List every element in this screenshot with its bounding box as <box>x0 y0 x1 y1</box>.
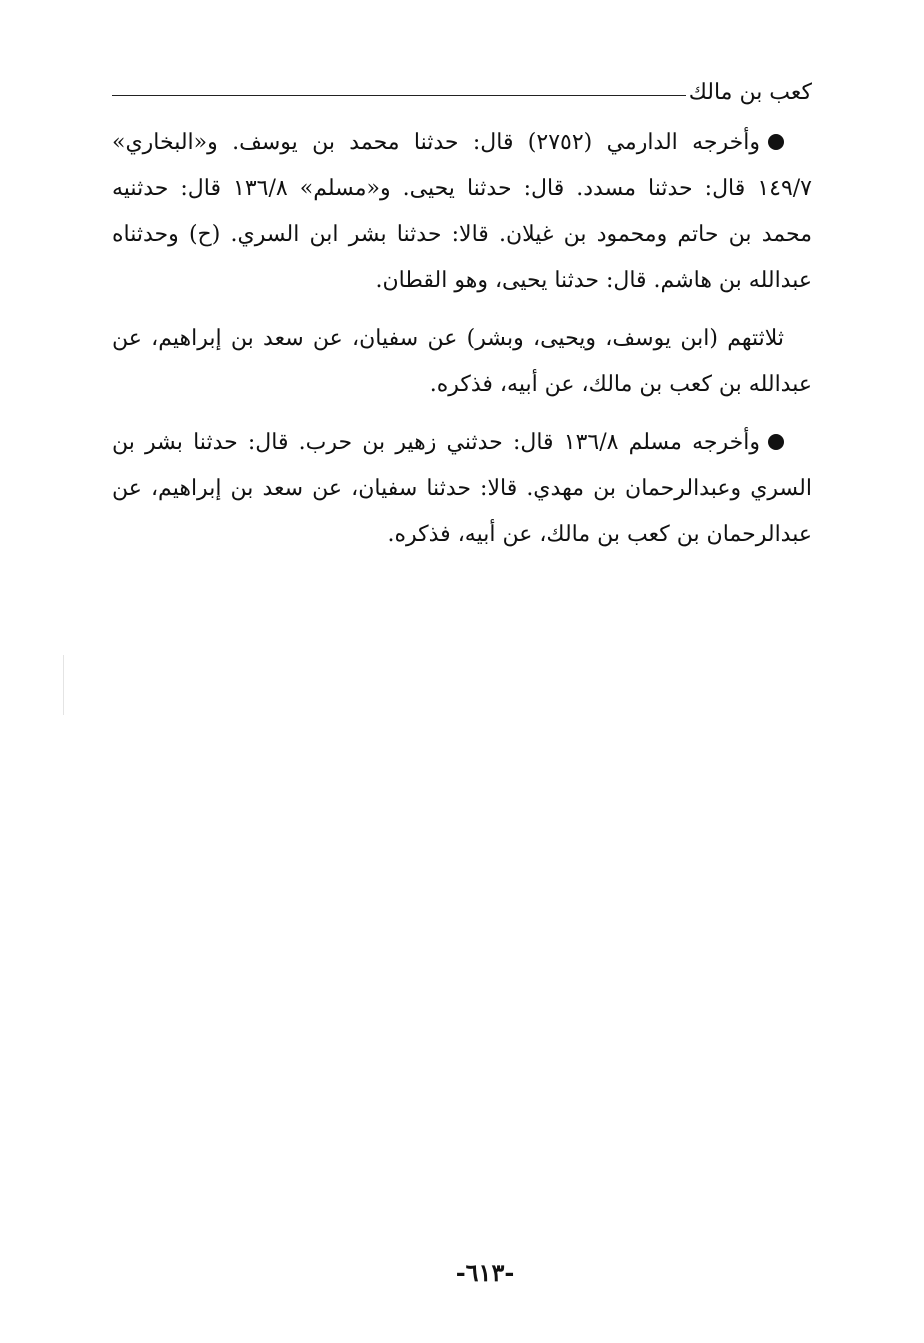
running-header <box>112 76 812 116</box>
paragraph-3 <box>112 420 812 558</box>
page-number: -٦١٣- <box>455 1258 515 1287</box>
filled-circle-bullet-icon <box>768 434 784 450</box>
main-text <box>112 120 812 558</box>
filled-circle-bullet-icon <box>768 134 784 150</box>
margin-scan-mark <box>63 655 64 715</box>
header-rule <box>112 95 686 96</box>
paragraph-1 <box>112 120 812 304</box>
paragraph-2 <box>112 316 812 408</box>
running-header-title: كعب بن مالك <box>688 80 812 105</box>
paragraph-1-text: وأخرجه الدارمي (٢٧٥٢) قال: حدثنا محمد بن يوسف. و«البخاري» ١٤٩/٧ قال: حدثنا مسدد. قال: حدثنا يحيى. و«مسلم» ١٣٦/٨ قال: حدثنيه محمد بن حاتم ومحمود بن غيلان. قالا: حدثنا بشر ابن السري. (ح) وحدثناه عبدالله بن هاشم. قال: حدثنا يحيى، وهو القطان. <box>112 130 812 293</box>
paragraph-3-text: وأخرجه مسلم ١٣٦/٨ قال: حدثني زهير بن حرب. قال: حدثنا بشر بن السري وعبدالرحمان بن مهدي. قالا: حدثنا سفيان، عن سعد بن إبراهيم، عن عبدالرحمان بن كعب بن مالك، عن أبيه، فذكره. <box>112 430 812 547</box>
paragraph-2-text: ثلاثتهم (ابن يوسف، ويحيى، وبشر) عن سفيان، عن سعد بن إبراهيم، عن عبدالله بن كعب بن مالك، عن أبيه، فذكره. <box>112 326 812 397</box>
